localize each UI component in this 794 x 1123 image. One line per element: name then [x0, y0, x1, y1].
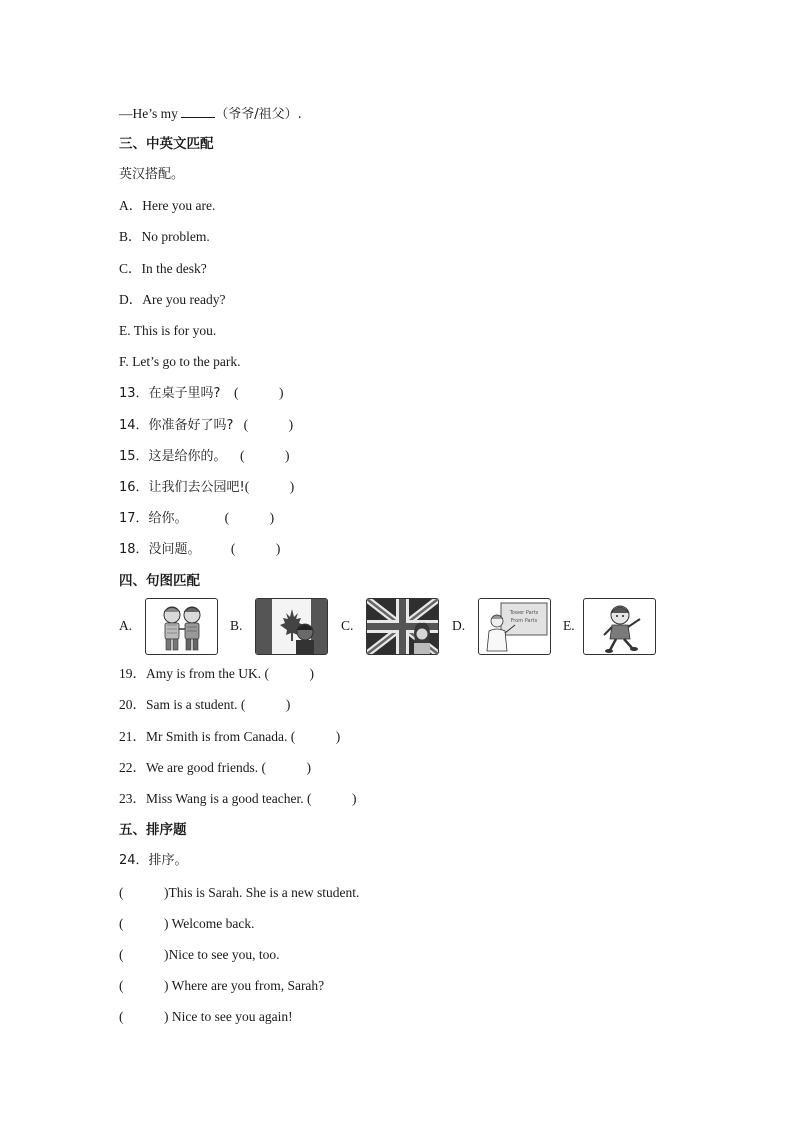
- grandpa-question-line: [119, 104, 302, 124]
- option-f: F. Let’s go to the park.: [119, 354, 241, 369]
- answer-paren[interactable]: ( ): [264, 666, 314, 681]
- picture-label-b: B.: [230, 618, 243, 633]
- question-text: 15．这是给你的。: [119, 449, 227, 464]
- picture-label-d: D.: [452, 618, 466, 633]
- question-text: 14．你准备好了吗?: [119, 418, 234, 433]
- running-boy-image: [583, 598, 656, 655]
- answer-blank[interactable]: [181, 104, 215, 118]
- answer-paren[interactable]: ( ): [240, 697, 291, 712]
- option-b: B．No problem.: [119, 229, 210, 244]
- answer-paren[interactable]: ( ): [307, 791, 357, 806]
- question-22: [119, 759, 311, 777]
- picture-label-a: A.: [119, 618, 133, 633]
- question-20: [119, 696, 290, 714]
- question-24: 24．排序。: [119, 853, 188, 868]
- answer-paren[interactable]: ( ): [230, 541, 281, 556]
- question-text: 19．Amy is from the UK.: [119, 666, 262, 681]
- section3-instruction: 英汉搭配。: [119, 167, 185, 182]
- section4-heading: 四、句图匹配: [119, 573, 200, 589]
- answer-paren[interactable]: ( ): [244, 479, 295, 494]
- question-text: 23．Miss Wang is a good teacher.: [119, 791, 304, 806]
- option-a: A．Here you are.: [119, 198, 216, 213]
- question-text: 17．给你。: [119, 511, 188, 526]
- board-text-line-2: From Parts: [510, 618, 538, 624]
- answer-paren[interactable]: ( ): [261, 760, 311, 775]
- option-e: E. This is for you.: [119, 323, 217, 338]
- question-23: [119, 790, 357, 808]
- option-c: C．In the desk?: [119, 261, 207, 276]
- answer-paren[interactable]: ( ): [224, 510, 275, 525]
- two-friends-image: [145, 598, 218, 655]
- question-text: 16．让我们去公园吧!: [119, 480, 245, 495]
- answer-paren[interactable]: ( ): [233, 385, 284, 400]
- board-text-line-1: Tower Parts: [509, 610, 539, 616]
- section5-heading: 五、排序题: [119, 822, 187, 838]
- answer-paren[interactable]: ( ): [243, 417, 294, 432]
- option-d: D．Are you ready?: [119, 292, 226, 307]
- uk-flag-girl-image: [366, 598, 439, 655]
- question-text: 22．We are good friends.: [119, 760, 259, 775]
- question-17: [119, 509, 274, 528]
- order-item-1: ( )This is Sarah. She is a new student.: [119, 885, 360, 900]
- question-14: [119, 416, 293, 435]
- question-21: [119, 728, 340, 746]
- canada-flag-man-image: [255, 598, 328, 655]
- order-item-2: ( ) Welcome back.: [119, 916, 255, 931]
- question-hint: （爷爷/祖父）.: [215, 107, 302, 122]
- order-item-3: ( )Nice to see you, too.: [119, 947, 280, 962]
- question-13: [119, 384, 283, 403]
- question-15: [119, 447, 290, 466]
- question-text: 20．Sam is a student.: [119, 697, 238, 712]
- question-16: [119, 478, 294, 497]
- picture-label-e: E.: [563, 618, 575, 633]
- answer-paren[interactable]: ( ): [290, 729, 341, 744]
- teacher-blackboard-image: [478, 598, 551, 655]
- answer-paren[interactable]: ( ): [240, 448, 290, 463]
- question-19: [119, 665, 314, 683]
- question-text: 18．没问题。: [119, 542, 201, 557]
- order-item-4: ( ) Where are you from, Sarah?: [119, 978, 325, 993]
- picture-label-c: C.: [341, 618, 354, 633]
- section3-heading: 三、中英文匹配: [119, 136, 214, 152]
- picture-row: [119, 598, 679, 656]
- question-text: 21．Mr Smith is from Canada.: [119, 729, 288, 744]
- question-text: 13．在桌子里吗?: [119, 386, 221, 401]
- question-18: [119, 540, 280, 559]
- question-prefix: —He’s my: [119, 106, 182, 121]
- order-item-5: ( ) Nice to see you again!: [119, 1009, 293, 1024]
